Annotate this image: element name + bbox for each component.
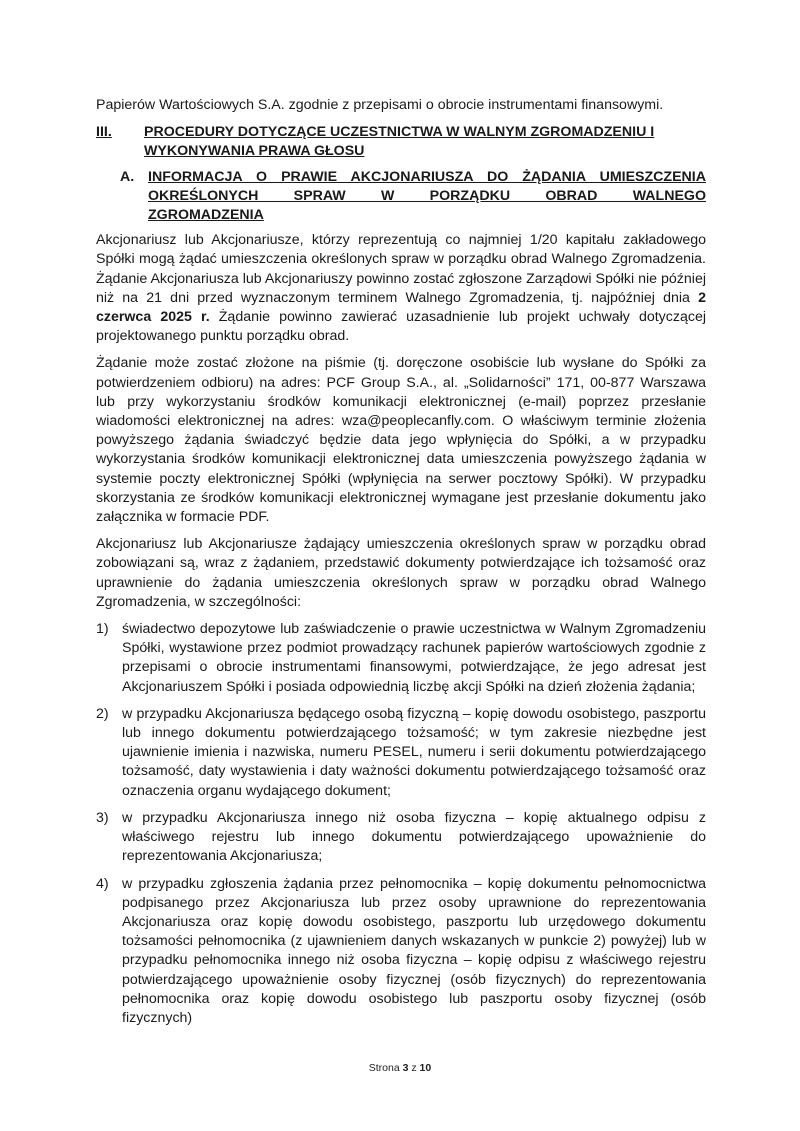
document-page: [96, 96, 706, 1036]
list-item-number: 4): [96, 875, 109, 892]
section-number: III.: [96, 124, 112, 141]
list-item: [96, 809, 706, 867]
footer-separator: z: [411, 1062, 417, 1074]
footer-current-page: 3: [402, 1062, 409, 1074]
paragraph-documents: Akcjonariusz lub Akcjonariusze żądający umieszczenia określonych spraw w porządku obrad zobowiązani są, wraz z żądaniem, przedstawić dokumenty potwierdzające ich tożsamość oraz uprawnienie do żądania umieszczenia określonych spraw w porządku obrad Walnego Zgromadzenia, w szczególności:: [96, 536, 706, 610]
paragraph-deadline-text-1: Akcjonariusz lub Akcjonariusze, którzy reprezentują co najmniej 1/20 kapitału zakładowego Spółki mogą żądać umieszczenia określonych spraw w porządku obrad Walnego Zgromadzenia. Żądanie Akcjonariusza lub Akcjonariuszy powinno zostać zgłoszone Zarządowi Spółki nie później niż na 21 dni przed wyznaczonym terminem Walnego Zgromadzenia, tj. najpóźniej dnia: [96, 232, 706, 306]
subsection-title-line-3: ZGROMADZENIA: [148, 207, 264, 224]
subsection-letter: A.: [120, 169, 135, 186]
page-footer: [0, 1062, 800, 1074]
list-item: [96, 705, 706, 801]
required-documents-list: [96, 620, 706, 1028]
intro-paragraph: Papierów Wartościowych S.A. zgodnie z przepisami o obrocie instrumentami finansowymi.: [96, 97, 664, 113]
section-heading: [96, 123, 706, 161]
list-item-text: w przypadku zgłoszenia żądania przez pełnomocnika – kopię dokumentu pełnomocnictwa podpisanego przez Akcjonariusza lub przez osoby uprawnione do reprezentowania Akcjonariusza oraz kopię dowodu osobistego, paszportu lub urzędowego dokumentu tożsamości pełnomocnika (z ujawnieniem danych wskazanych w punkcie 2) powyżej) lub w przypadku pełnomocnika innego niż osoba fizyczna – kopię odpisu z właściwego rejestru potwierdzającego upoważnienie osoby fizycznej (osób fizycznych) do reprezentowania pełnomocnika oraz kopię dowodu osobistego lub paszportu osoby fizycznej (osób fizycznych): [122, 875, 706, 1026]
list-item-number: 3): [96, 809, 109, 826]
list-item: [96, 875, 706, 1029]
list-item: [96, 620, 706, 697]
deadline-date: 2 czerwca 2025 r.: [96, 289, 706, 326]
subsection-title-line-1: INFORMACJA O PRAWIE AKCJONARIUSZA DO ŻĄDANIA UMIESZCZENIA: [148, 169, 706, 186]
subsection-title: [148, 168, 706, 225]
subsection-title-line-2: OKREŚLONYCH SPRAW W PORZĄDKU OBRAD WALNEGO: [148, 188, 706, 205]
list-item-number: 1): [96, 621, 109, 638]
list-item-number: 2): [96, 705, 109, 722]
list-item-text: w przypadku Akcjonariusza będącego osobą fizyczną – kopię dowodu osobistego, paszportu lub innego dokumentu potwierdzającego tożsamość; w tym zakresie niezbędne jest ujawnienie imienia i nazwiska, numeru PESEL, numeru i serii dokumentu potwierdzającego tożsamość, daty wystawienia i daty ważności dokumentu potwierdzającego tożsamość oraz oznaczenia organu wydającego dokument;: [122, 705, 706, 799]
paragraph-deadline-text-2: Żądanie powinno zawierać uzasadnienie lub projekt uchwały dotyczącej projektowanego punktu porządku obrad.: [96, 309, 706, 345]
subsection-heading: [120, 168, 706, 225]
footer-label: Strona: [368, 1062, 400, 1074]
paragraph-submission: Żądanie może zostać złożone na piśmie (tj. doręczone osobiście lub wysłane do Spółki za potwierdzeniem odbioru) na adres: PCF Group S.A., al. „Solidarności” 171, 00-877 Warszawa lub przy wykorzystaniu środków komunikacji elektronicznej (e-mail) poprzez przesłanie wiadomości elektronicznej na adres: wza@peoplecanfly.com. O właściwym terminie złożenia powyższego żądania świadczyć będzie data jego wpłynięcia do Spółki, a w przypadku wykorzystania środków komunikacji elektronicznej data umieszczenia powyższego żądania w systemie poczty elektronicznej Spółki (wpłynięcia na serwer pocztowy Spółki). W przypadku skorzystania ze środków komunikacji elektronicznej wymagane jest przesłanie dokumentu jako załącznika w formacie PDF.: [96, 355, 706, 526]
paragraph-deadline: [96, 231, 706, 346]
list-item-text: w przypadku Akcjonariusza innego niż osoba fizyczna – kopię aktualnego odpisu z właściwego rejestru lub innego dokumentu potwierdzającego upoważnienie do reprezentowania Akcjonariusza;: [122, 809, 706, 865]
list-item-text: świadectwo depozytowe lub zaświadczenie o prawie uczestnictwa w Walnym Zgromadzeniu Spółki, wystawione przez podmiot prowadzący rachunek papierów wartościowych zgodnie z przepisami o obrocie instrumentami finansowymi, potwierdzające, że jego adresat jest Akcjonariuszem Spółki i posiada odpowiednią liczbę akcji Spółki na dzień złożenia żądania;: [122, 621, 706, 695]
footer-total-pages: 10: [419, 1062, 432, 1074]
section-title: PROCEDURY DOTYCZĄCE UCZESTNICTWA W WALNYM ZGROMADZENIU I WYKONYWANIA PRAWA GŁOSU: [144, 124, 655, 160]
